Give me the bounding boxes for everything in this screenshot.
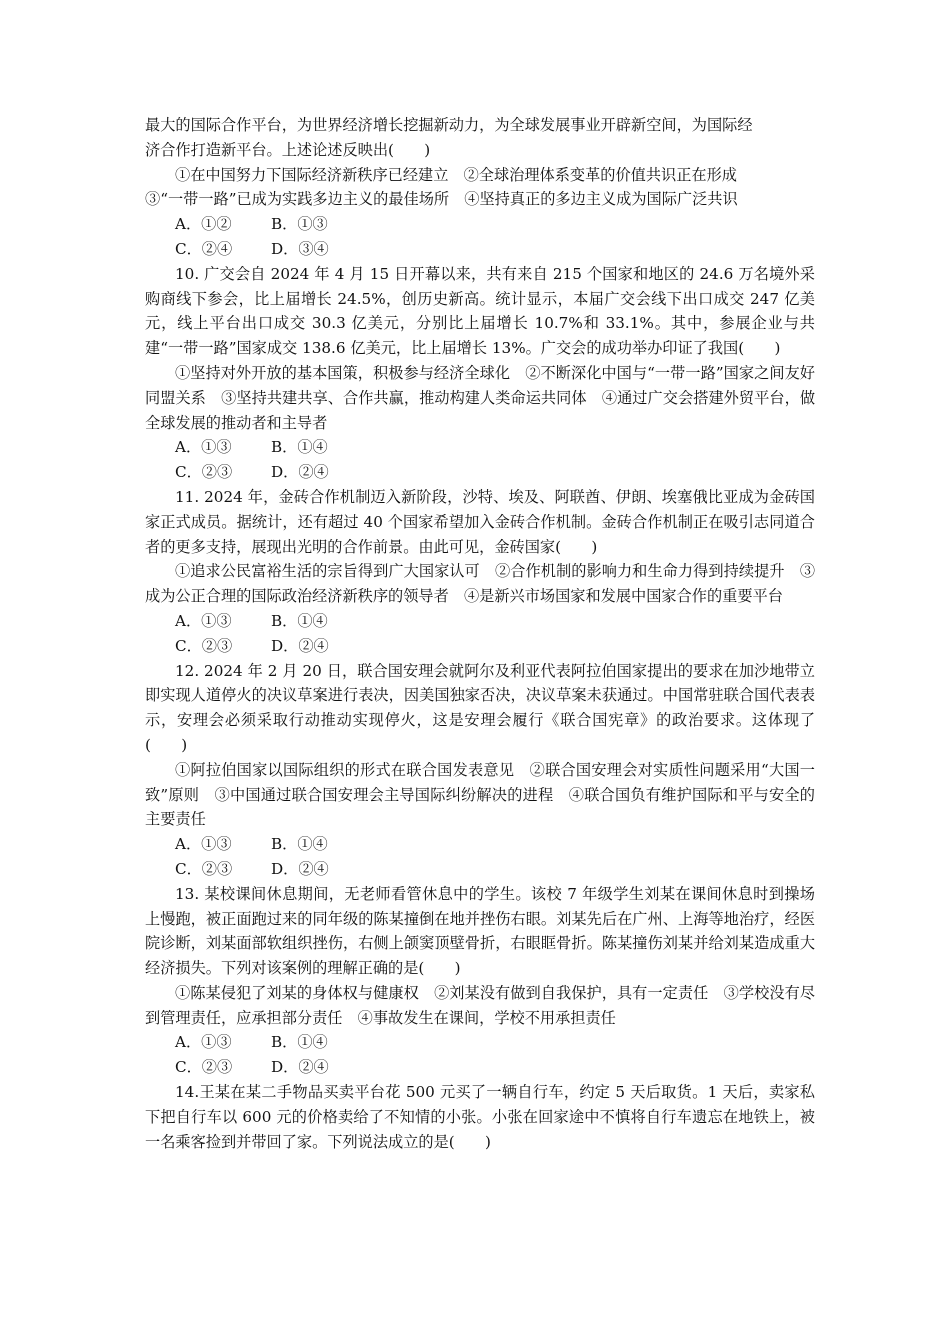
stem-line: 最大的国际合作平台，为世界经济增长挖掘新动力，为全球发展事业开辟新空间，为国际经 [145, 116, 753, 134]
option-c: C．②③ [175, 1058, 233, 1077]
question-statements: ①追求公民富裕生活的宗旨得到广大国家认可 ②合作机制的影响力和生命力得到持续提升 ③成为公正合理的国际政治经济新秩序的领导者 ④是新兴市场国家和发展中国家合作的重要平台 [145, 562, 815, 606]
options-row [145, 237, 815, 262]
option-d: D．③④ [271, 239, 329, 258]
options-row [145, 435, 815, 460]
stem-line: 济合作打造新平台。上述论述反映出( ) [145, 140, 431, 159]
options-row [145, 1055, 815, 1080]
question-14 [145, 1080, 815, 1154]
question-stem: 12. 2024 年 2 月 20 日，联合国安理会就阿尔及利亚代表阿拉伯国家提出的要求在加沙地带立即实现人道停火的决议草案进行表决，因美国独家否决，决议草案未获通过。中国常驻联合国代表表示，安理会必须采取行动推动实现停火，这是安理会履行《联合国宪章》的政治要求。这体现了( ) [145, 661, 815, 754]
exam-page [145, 113, 815, 1154]
question-13 [145, 882, 815, 1080]
question-statements: ①陈某侵犯了刘某的身体权与健康权 ②刘某没有做到自我保护，具有一定责任 ③学校没有尽到管理责任，应承担部分责任 ④事故发生在课间，学校不用承担责任 [145, 983, 815, 1027]
option-a: A．①③ [175, 835, 232, 854]
option-b: B．①④ [271, 611, 328, 630]
option-a: A．①③ [175, 1033, 232, 1052]
options-row [145, 634, 815, 659]
option-d: D．②④ [271, 636, 329, 655]
statement-line: ①在中国努力下国际经济新秩序已经建立 ②全球治理体系变革的价值共识正在形成 [175, 165, 737, 184]
option-b: B．①③ [271, 215, 328, 234]
statement-line: ③“一带一路”已成为实践多边主义的最佳场所 ④坚持真正的多边主义成为国际广泛共识 [145, 190, 738, 209]
option-c: C．②③ [175, 859, 233, 878]
question-stem: 10. 广交会自 2024 年 4 月 15 日开幕以来，共有来自 215 个国家和地区的 24.6 万名境外采购商线下参会，比上届增长 24.5%，创历史新高。统计显示，本届广交会线下出口成交 247 亿美元，线上平台出口成交 30.3 亿美元，分别比上届增长 10.7%和 33.1%。其中，参展企业与共建“一带一路”国家成交 138.6 亿美元，比上届增长 13%。广交会的成功举办印证了我国( ) [145, 264, 815, 358]
option-a: A．①③ [175, 611, 232, 630]
question-statements: ①阿拉伯国家以国际组织的形式在联合国发表意见 ②联合国安理会对实质性问题采用“大国一致”原则 ③中国通过联合国安理会主导国际纠纷解决的进程 ④联合国负有维护国际和平与安全的主要责任 [145, 760, 815, 829]
question-statements: ①坚持对外开放的基本国策，积极参与经济全球化 ②不断深化中国与“一带一路”国家之间友好同盟关系 ③坚持共建共享、合作共赢，推动构建人类命运共同体 ④通过广交会搭建外贸平台，做全球发展的推动者和主导者 [145, 363, 815, 432]
options-row [145, 609, 815, 634]
option-b: B．①④ [271, 438, 328, 457]
option-b: B．①④ [271, 1033, 328, 1052]
options-row [145, 1030, 815, 1055]
option-b: B．①④ [271, 835, 328, 854]
option-d: D．②④ [271, 1058, 329, 1077]
question-stem: 11. 2024 年，金砖合作机制迈入新阶段，沙特、埃及、阿联酋、伊朗、埃塞俄比亚成为金砖国家正式成员。据统计，还有超过 40 个国家希望加入金砖合作机制。金砖合作机制正在吸引志同道合者的更多支持，展现出光明的合作前景。由此可见，金砖国家( ) [145, 487, 815, 556]
option-d: D．②④ [271, 463, 329, 482]
options-row [145, 832, 815, 857]
question-12 [145, 659, 815, 882]
question-10 [145, 262, 815, 485]
question-9-continued [145, 113, 815, 262]
option-a: A．①② [175, 215, 232, 234]
question-stem: 13. 某校课间休息期间，无老师看管休息中的学生。该校 7 年级学生刘某在课间休息时到操场上慢跑，被正面跑过来的同年级的陈某撞倒在地并挫伤右眼。刘某先后在广州、上海等地治疗，经医院诊断，刘某面部软组织挫伤，右侧上颌窦顶壁骨折，右眼眶骨折。陈某撞伤刘某并给刘某造成重大经济损失。下列对该案例的理解正确的是( ) [145, 884, 815, 978]
options-row [145, 857, 815, 882]
question-stem: 14.王某在某二手物品买卖平台花 500 元买了一辆自行车，约定 5 天后取货。1 天后，卖家私下把自行车以 600 元的价格卖给了不知情的小张。小张在回家途中不慎将自行车遗忘在地铁上，被一名乘客捡到并带回了家。下列说法成立的是( ) [145, 1083, 815, 1151]
options-row [145, 460, 815, 485]
option-c: C．②③ [175, 463, 233, 482]
option-d: D．②④ [271, 859, 329, 878]
option-c: C．②③ [175, 636, 233, 655]
option-c: C．②④ [175, 239, 233, 258]
option-a: A．①③ [175, 438, 232, 457]
question-11 [145, 485, 815, 659]
options-row [145, 212, 815, 237]
